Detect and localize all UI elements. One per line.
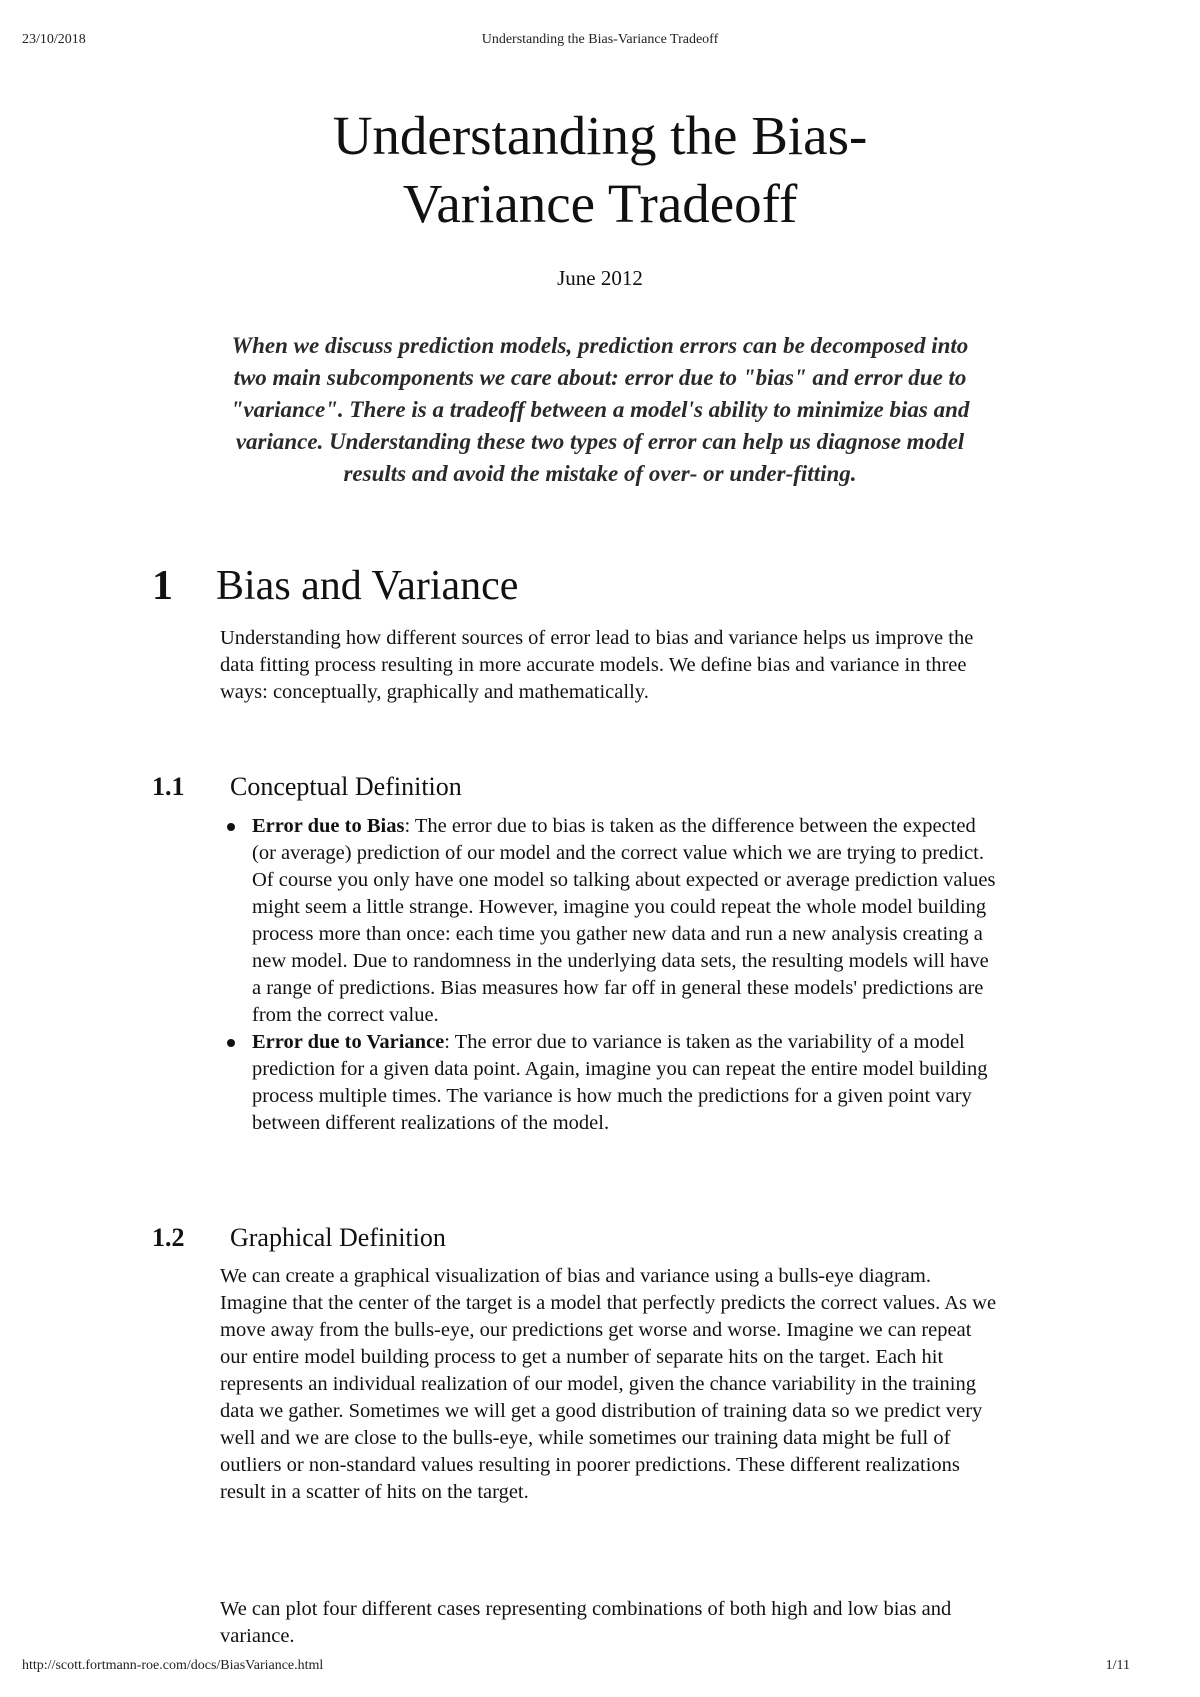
abstract: When we discuss prediction models, prediction errors can be decomposed into two main subcomponents we care about: error due to "bias" and error due to "variance". There is a tradeoff between a model's ability to minimize bias and variance. Understanding these two types of error can help us diagnose model results and avoid the mistake of over- or under-fitting. xyxy=(230,333,970,486)
document-title xyxy=(0,102,1200,238)
subsection-number: 1.2 xyxy=(152,1223,185,1252)
page-number: 1/11 xyxy=(1105,1658,1130,1673)
list-item-variance xyxy=(220,1029,1000,1137)
bullet-icon xyxy=(227,1039,235,1047)
subsection-heading-graphical xyxy=(152,1223,446,1253)
page-url: http://scott.fortmann-roe.com/docs/BiasVariance.html xyxy=(22,1658,324,1673)
document-date: June 2012 xyxy=(557,266,643,290)
document-title-line1: Understanding the Bias- xyxy=(332,105,868,166)
section-number: 1 xyxy=(152,563,173,609)
term-bias: Error due to Bias xyxy=(252,815,405,837)
cases-paragraph: We can plot four different cases representing combinations of both high and low bias and variance. xyxy=(220,1598,952,1647)
list-item-bias xyxy=(220,813,1000,1029)
bullet-icon xyxy=(227,823,235,831)
print-footer xyxy=(0,1658,1200,1678)
subsection-number: 1.1 xyxy=(152,772,185,801)
definition-bias: : The error due to bias is taken as the difference between the expected (or average) prediction of our model and the correct value which we are trying to predict. Of course you only have one model so talking about expected or average prediction values might seem a little strange. However, imagine you could repeat the whole model building process more than once: each time you gather new data and run a new analysis creating a new model. Due to randomness in the underlying data sets, the resulting models will have a range of predictions. Bias measures how far off in general these models' predictions are from the correct value. xyxy=(252,815,996,1026)
section-heading xyxy=(152,562,518,610)
definition-variance: : The error due to variance is taken as the variability of a model prediction for a given data point. Again, imagine you can repeat the entire model building process multiple times. The variance is how much the predictions for a given point vary between different realizations of the model. xyxy=(252,1031,988,1134)
print-page-title: Understanding the Bias-Variance Tradeoff xyxy=(481,32,719,47)
term-variance: Error due to Variance xyxy=(252,1031,445,1053)
subsection-title: Conceptual Definition xyxy=(230,772,462,801)
print-date: 23/10/2018 xyxy=(22,32,86,47)
definition-list xyxy=(220,813,1000,1137)
document-title-line2: Variance Tradeoff xyxy=(402,173,798,234)
subsection-heading-conceptual xyxy=(152,772,462,802)
section-intro: Understanding how different sources of error lead to bias and variance helps us improve the data fitting process resulting in more accurate models. We define bias and variance in three ways: conceptually, graphically and mathematically. xyxy=(220,627,974,703)
print-header xyxy=(0,32,1200,52)
subsection-title: Graphical Definition xyxy=(230,1223,446,1252)
section-title: Bias and Variance xyxy=(216,563,519,609)
graphical-paragraph: We can create a graphical visualization of bias and variance using a bulls-eye diagram. Imagine that the center of the target is a model that perfectly predicts the correct values. As we move away from the bulls-eye, our predictions get worse and worse. Imagine we can repeat our entire model building process to get a number of separate hits on the target. Each hit represents an individual realization of our model, given the chance variability in the training data we gather. Sometimes we will get a good distribution of training data so we predict very well and we are close to the bulls-eye, while sometimes our training data might be full of outliers or non-standard values resulting in poorer predictions. These different realizations result in a scatter of hits on the target. xyxy=(220,1265,997,1503)
